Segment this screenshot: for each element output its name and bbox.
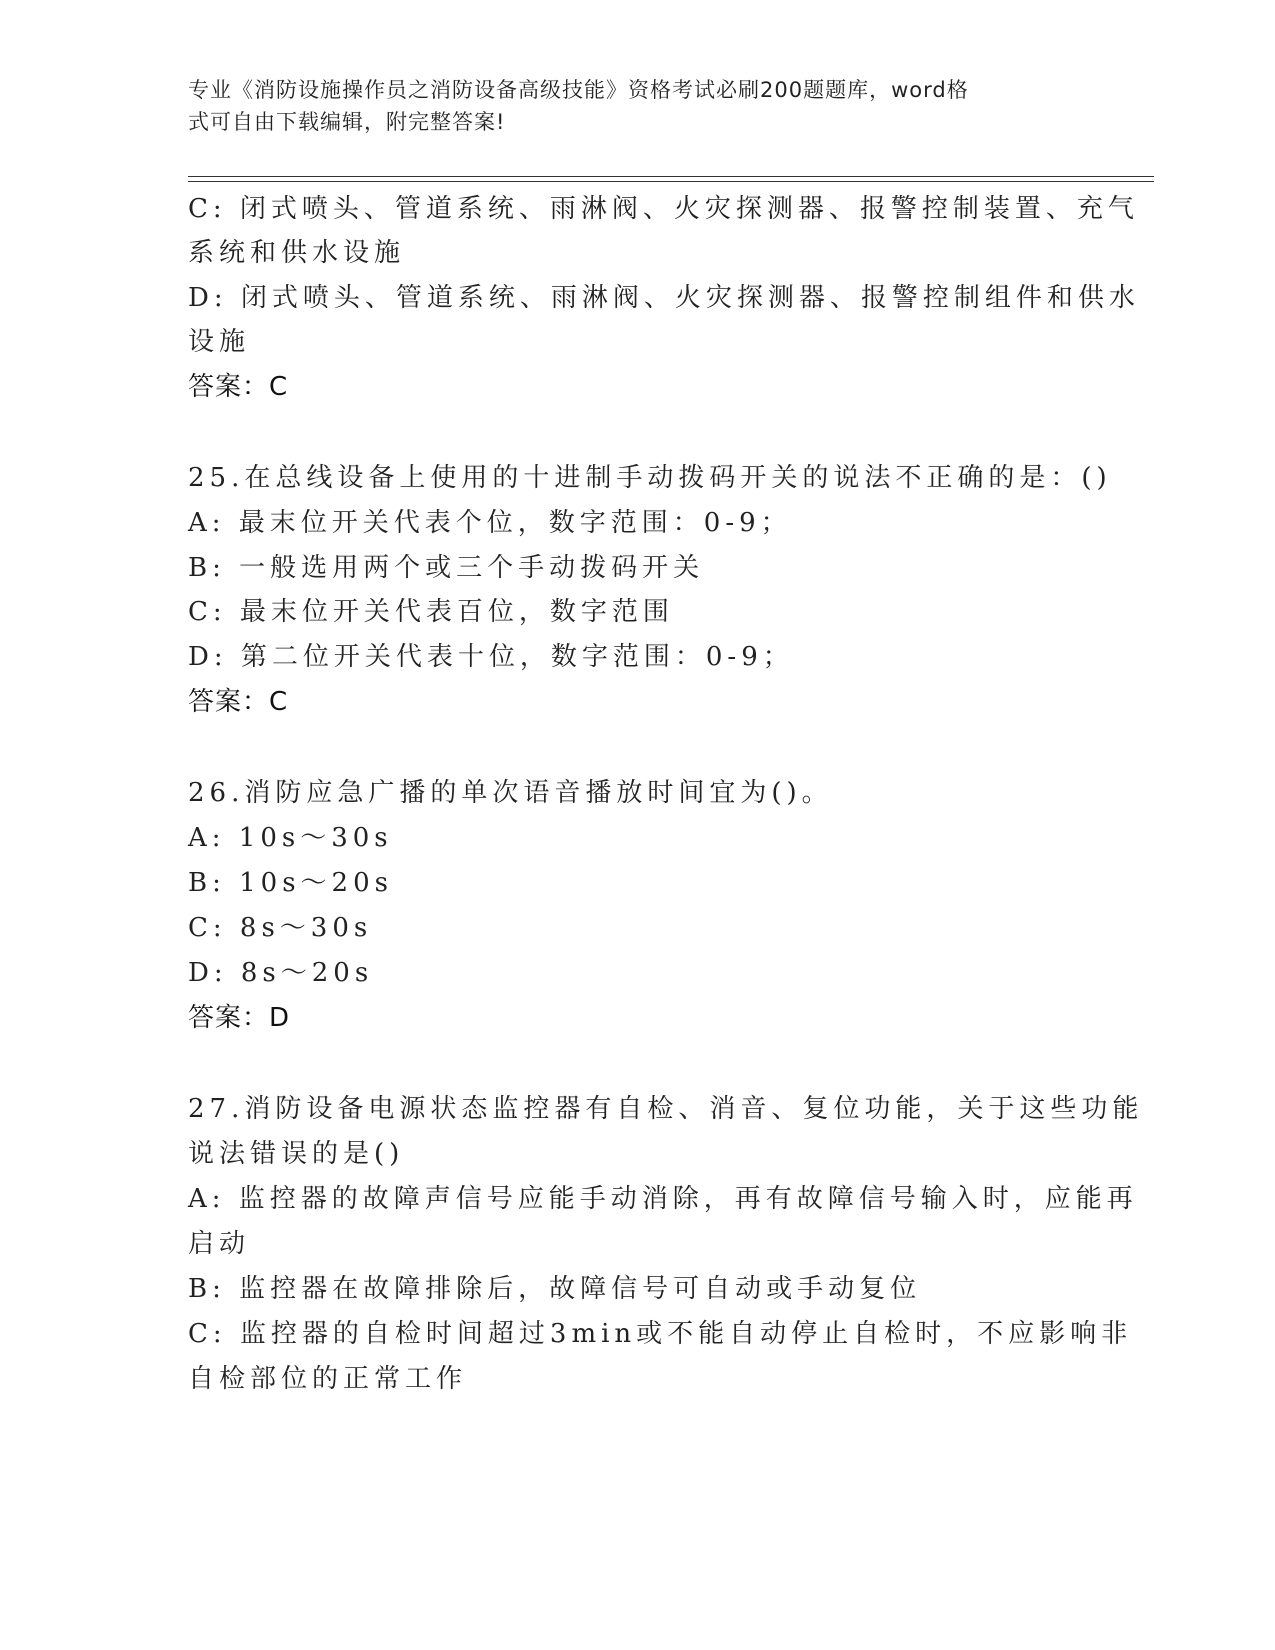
q25-option-a: A: 最末位开关代表个位，数字范围：0-9；	[188, 508, 792, 538]
q24-answer: 答案：C	[188, 372, 289, 402]
header-divider-top	[188, 176, 1154, 177]
q24-option-c-line-2: 系统和供水设施	[188, 238, 406, 268]
q27-option-c-line-2: 自检部位的正常工作	[188, 1364, 468, 1394]
q27-option-c-line-1: C: 监控器的自检时间超过3min或不能自动停止自检时，不应影响非	[188, 1319, 1133, 1349]
document-header	[188, 74, 1068, 138]
q27-question-line-1: 27.消防设备电源状态监控器有自检、消音、复位功能，关于这些功能	[188, 1094, 1144, 1124]
q26-question: 26.消防应急广播的单次语音播放时间宜为()。	[188, 778, 833, 808]
q27-option-a-line-1: A: 监控器的故障声信号应能手动消除，再有故障信号输入时，应能再	[188, 1184, 1138, 1214]
header-line-1: 专业《消防设施操作员之消防设备高级技能》资格考试必刷200题题库，word格	[188, 78, 969, 102]
q25-option-d: D: 第二位开关代表十位，数字范围：0-9；	[188, 642, 794, 672]
q26-answer: 答案：D	[188, 1003, 291, 1033]
q26-option-b: B: 10s～20s	[188, 868, 393, 898]
q25-answer: 答案：C	[188, 687, 289, 717]
q27-option-a-line-2: 启动	[188, 1229, 251, 1259]
q25-option-c: C: 最末位开关代表百位，数字范围	[188, 597, 674, 627]
header-divider-bottom	[188, 181, 1154, 182]
q24-option-c-line-1: C: 闭式喷头、管道系统、雨淋阀、火灾探测器、报警控制装置、充气	[188, 194, 1139, 224]
q26-option-d: D: 8s～20s	[188, 958, 374, 988]
q27-option-b: B: 监控器在故障排除后，故障信号可自动或手动复位	[188, 1274, 922, 1304]
q26-option-a: A: 10s～30s	[188, 823, 393, 853]
q26-option-c: C: 8s～30s	[188, 913, 373, 943]
q25-option-b: B: 一般选用两个或三个手动拨码开关	[188, 553, 705, 583]
header-line-2: 式可自由下载编辑，附完整答案!	[188, 110, 506, 134]
q24-option-d-line-2: 设施	[188, 327, 251, 357]
q25-question: 25.在总线设备上使用的十进制手动拨码开关的说法不正确的是：()	[188, 463, 1112, 493]
q24-option-d-line-1: D: 闭式喷头、管道系统、雨淋阀、火灾探测器、报警控制组件和供水	[188, 283, 1140, 313]
q27-question-line-2: 说法错误的是()	[188, 1139, 405, 1169]
